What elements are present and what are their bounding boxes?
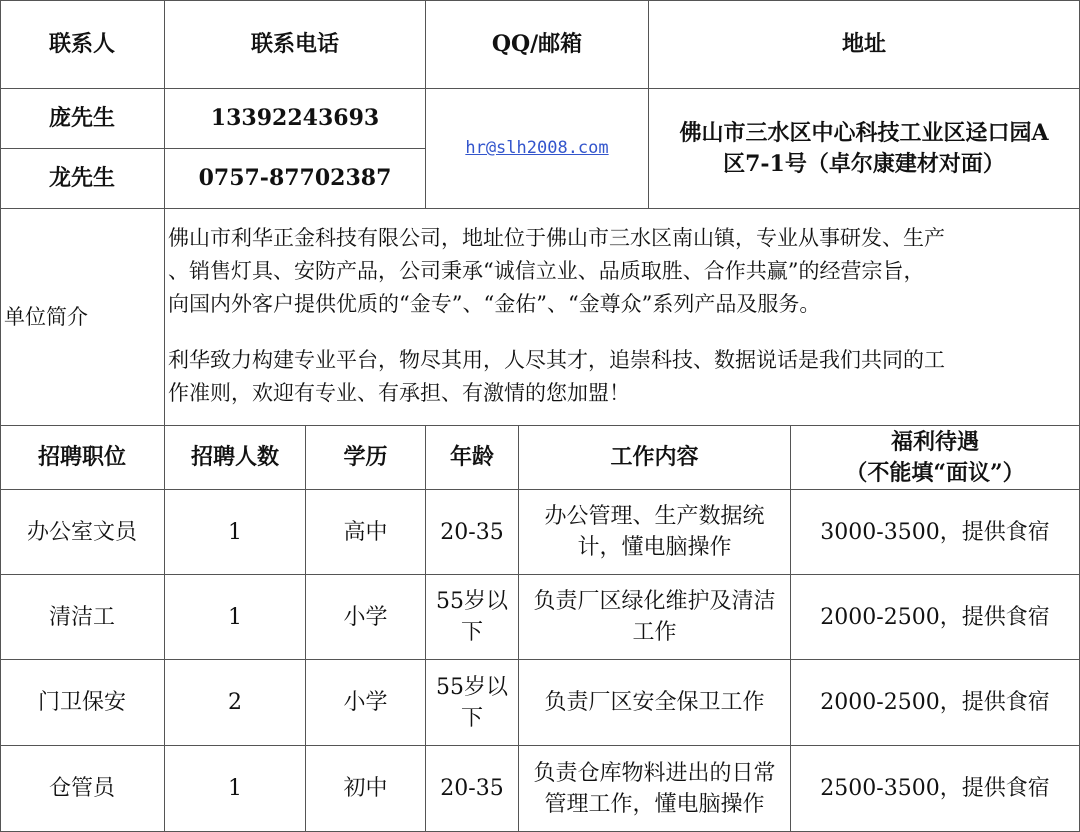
job-benefit: 3000-3500，提供食宿 <box>791 490 1080 575</box>
job-position: 仓管员 <box>0 746 165 832</box>
job-duty <box>519 490 791 575</box>
job-duty-line-2: 计，懂电脑操作 <box>577 535 732 560</box>
job-age-line-1: 55岁以 <box>436 589 508 614</box>
contact-phone-1: 13392243693 <box>165 89 426 149</box>
email-link[interactable]: hr@slh2008.com <box>465 138 609 158</box>
company-intro-text <box>168 222 1068 410</box>
job-age <box>426 490 519 575</box>
job-education: 小学 <box>306 575 426 660</box>
header-contact-person: 联系人 <box>0 0 165 89</box>
header-benefit <box>791 426 1080 490</box>
header-age: 年龄 <box>426 426 519 490</box>
job-age-line-2: 下 <box>460 705 483 731</box>
header-count: 招聘人数 <box>165 426 306 490</box>
job-duty-line-1: 负责厂区安全保卫工作 <box>544 690 765 715</box>
header-address: 地址 <box>649 0 1080 89</box>
header-position: 招聘职位 <box>0 426 165 490</box>
header-qq-email: QQ/邮箱 <box>426 0 649 89</box>
job-education: 初中 <box>306 746 426 832</box>
job-benefit: 2500-3500，提供食宿 <box>791 746 1080 832</box>
address-cell <box>649 89 1080 209</box>
job-age <box>426 660 519 746</box>
job-duty-line-2: 管理工作，懂电脑操作 <box>544 791 765 817</box>
job-duty-line-2: 工作 <box>632 620 677 645</box>
header-benefit-line-2: （不能填“面议”） <box>845 459 1025 486</box>
job-age-line-1: 55岁以 <box>436 674 508 700</box>
header-contact-phone: 联系电话 <box>165 0 426 89</box>
job-duty-line-1: 办公管理、生产数据统 <box>544 504 765 529</box>
job-position: 门卫保安 <box>0 660 165 746</box>
job-duty <box>519 746 791 832</box>
job-education: 小学 <box>306 660 426 746</box>
job-age <box>426 575 519 660</box>
job-benefit: 2000-2500，提供食宿 <box>791 575 1080 660</box>
email-cell <box>426 89 649 209</box>
intro-p1-line1: 佛山市利华正金科技有限公司，地址位于佛山市三水区南山镇，专业从事研发、生产 <box>168 226 945 250</box>
job-benefit: 2000-2500，提供食宿 <box>791 660 1080 746</box>
contact-name-2: 龙先生 <box>0 149 165 209</box>
intro-p2-line2: 作准则，欢迎有专业、有承担、有激情的您加盟！ <box>168 381 630 405</box>
header-duty: 工作内容 <box>519 426 791 490</box>
job-duty <box>519 575 791 660</box>
intro-p1-line3: 向国内外客户提供优质的“金专”、“金佑”、“金尊众”系列产品及服务。 <box>168 292 821 316</box>
job-count: 1 <box>165 575 306 660</box>
job-count: 1 <box>165 490 306 575</box>
job-duty-line-1: 负责仓库物料进出的日常 <box>533 760 776 786</box>
header-benefit-line-1: 福利待遇 <box>890 428 979 455</box>
address-line-2: 区7-1号（卓尔康建材对面） <box>723 150 1005 177</box>
job-education: 高中 <box>306 490 426 575</box>
job-age <box>426 746 519 832</box>
job-age-line-1: 20-35 <box>440 519 504 545</box>
address-line-1: 佛山市三水区中心科技工业区迳口园A <box>679 119 1049 146</box>
job-duty-line-1: 负责厂区绿化维护及清洁 <box>533 589 776 614</box>
job-count: 2 <box>165 660 306 746</box>
intro-p1-line2: 、销售灯具、安防产品，公司秉承“诚信立业、品质取胜、合作共赢”的经营宗旨， <box>168 259 925 283</box>
company-intro-label: 单位简介 <box>0 209 165 426</box>
intro-p2-line1: 利华致力构建专业平台，物尽其用，人尽其才，追崇科技、数据说话是我们共同的工 <box>168 348 945 372</box>
job-age-line-2: 下 <box>460 620 483 645</box>
job-age-line-1: 20-35 <box>440 776 504 801</box>
job-count: 1 <box>165 746 306 832</box>
job-position: 清洁工 <box>0 575 165 660</box>
header-education: 学历 <box>306 426 426 490</box>
contact-name-1: 庞先生 <box>0 89 165 149</box>
job-position: 办公室文员 <box>0 490 165 575</box>
job-duty <box>519 660 791 746</box>
contact-phone-2: 0757-87702387 <box>165 149 426 209</box>
